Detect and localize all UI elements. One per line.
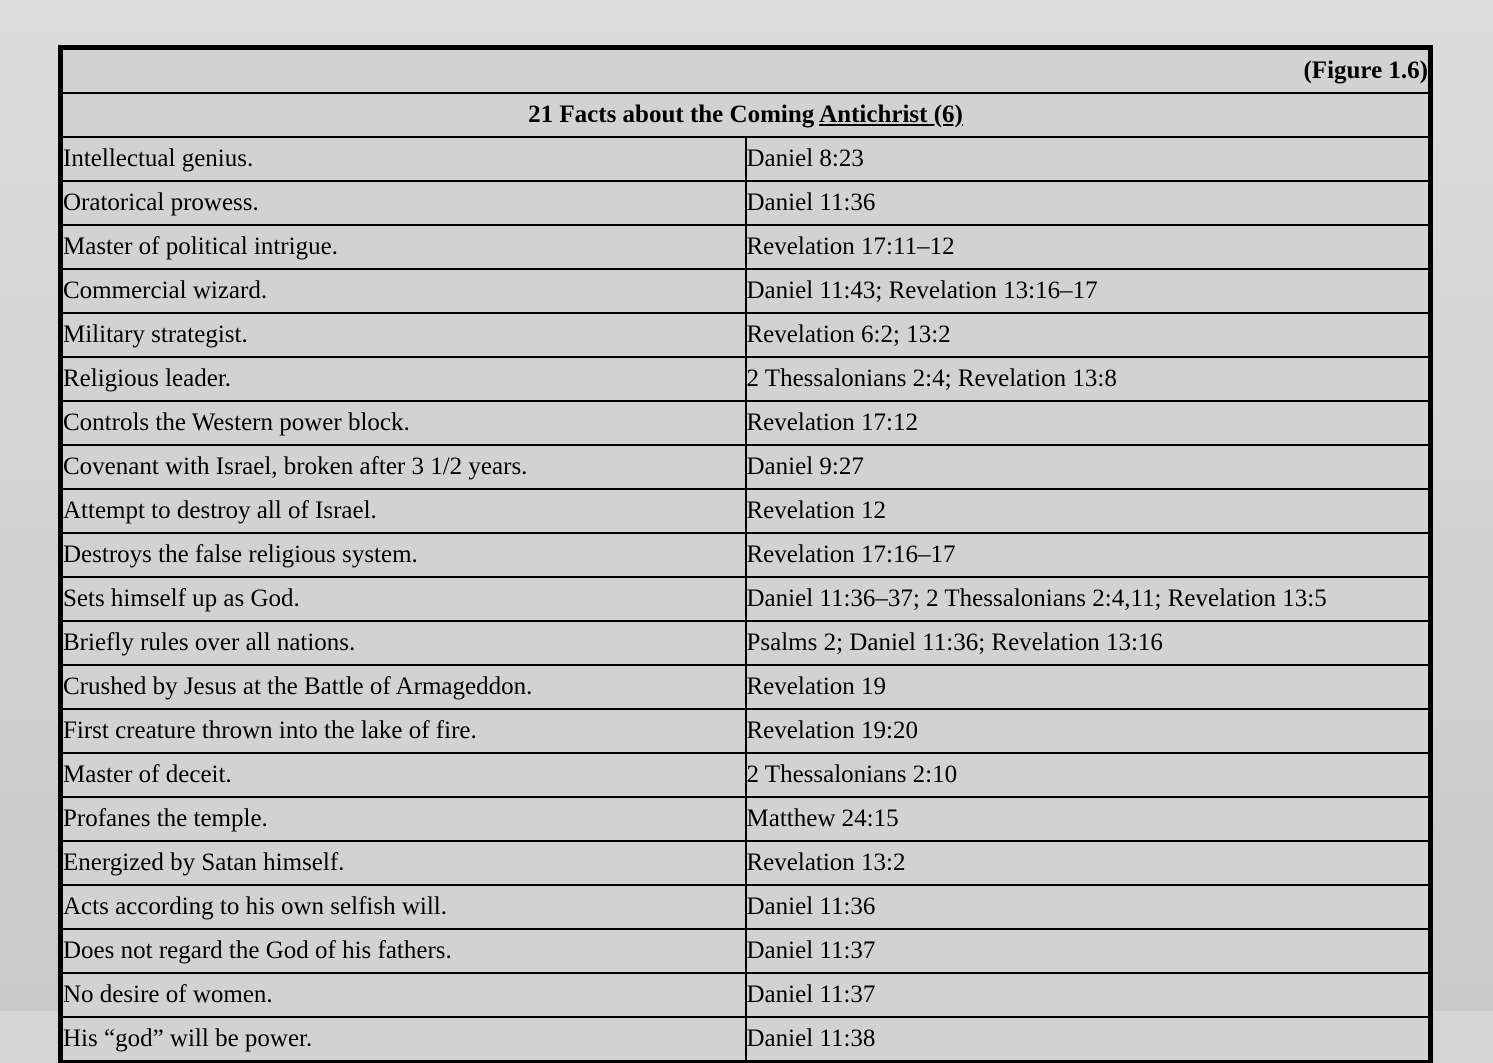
figure-label: (Figure 1.6) [62,49,1429,93]
table-row [62,973,1429,1017]
scripture-reference-cell: 2 Thessalonians 2:4; Revelation 13:8 [746,357,1430,401]
table-row [62,885,1429,929]
fact-cell: Acts according to his own selfish will. [62,885,746,929]
scripture-reference-cell: Daniel 11:36 [746,885,1430,929]
figure-title-prefix: 21 Facts about the Coming [528,100,820,128]
scripture-reference-cell: Revelation 17:16–17 [746,533,1430,577]
fact-cell: Crushed by Jesus at the Battle of Armageddon. [62,665,746,709]
table-row [62,709,1429,753]
scripture-reference-cell: Revelation 19 [746,665,1430,709]
table-row [62,445,1429,489]
scripture-reference-cell: 2 Thessalonians 2:10 [746,753,1430,797]
figure-label-row [62,49,1429,93]
table-row [62,225,1429,269]
fact-cell: Covenant with Israel, broken after 3 1/2 years. [62,445,746,489]
scripture-reference-cell: Revelation 19:20 [746,709,1430,753]
figure-title-row [62,93,1429,137]
scripture-reference-cell: Psalms 2; Daniel 11:36; Revelation 13:16 [746,621,1430,665]
scripture-reference-cell: Daniel 11:43; Revelation 13:16–17 [746,269,1430,313]
scripture-reference-cell: Daniel 9:27 [746,445,1430,489]
scripture-reference-cell: Revelation 13:2 [746,841,1430,885]
table-row [62,533,1429,577]
fact-cell: Destroys the false religious system. [62,533,746,577]
fact-cell: Master of deceit. [62,753,746,797]
table-row [62,665,1429,709]
table-row [62,401,1429,445]
table-row [62,753,1429,797]
table-row [62,137,1429,181]
fact-cell: First creature thrown into the lake of fire. [62,709,746,753]
fact-cell: Military strategist. [62,313,746,357]
facts-table [61,48,1430,1060]
fact-cell: Sets himself up as God. [62,577,746,621]
scripture-reference-cell: Revelation 17:11–12 [746,225,1430,269]
scripture-reference-cell: Matthew 24:15 [746,797,1430,841]
fact-cell: Briefly rules over all nations. [62,621,746,665]
scripture-reference-cell: Daniel 8:23 [746,137,1430,181]
fact-cell: Attempt to destroy all of Israel. [62,489,746,533]
fact-cell: No desire of women. [62,973,746,1017]
table-row [62,489,1429,533]
table-row [62,621,1429,665]
fact-cell: Master of political intrigue. [62,225,746,269]
facts-table-body [62,49,1429,1060]
fact-cell: His “god” will be power. [62,1017,746,1060]
scripture-reference-cell: Revelation 12 [746,489,1430,533]
table-row [62,841,1429,885]
fact-cell: Energized by Satan himself. [62,841,746,885]
figure-title-underlined: Antichrist (6) [819,100,963,128]
fact-cell: Controls the Western power block. [62,401,746,445]
scripture-reference-cell: Daniel 11:37 [746,929,1430,973]
table-row [62,181,1429,225]
table-row [62,269,1429,313]
table-row [62,1017,1429,1060]
fact-cell: Religious leader. [62,357,746,401]
fact-cell: Does not regard the God of his fathers. [62,929,746,973]
scripture-reference-cell: Daniel 11:36–37; 2 Thessalonians 2:4,11; Revelation 13:5 [746,577,1430,621]
table-row [62,797,1429,841]
scripture-reference-cell: Revelation 6:2; 13:2 [746,313,1430,357]
scripture-reference-cell: Daniel 11:37 [746,973,1430,1017]
scripture-reference-cell: Revelation 17:12 [746,401,1430,445]
fact-cell: Profanes the temple. [62,797,746,841]
fact-cell: Commercial wizard. [62,269,746,313]
table-row [62,577,1429,621]
scripture-reference-cell: Daniel 11:38 [746,1017,1430,1060]
fact-cell: Intellectual genius. [62,137,746,181]
table-row [62,313,1429,357]
table-row [62,929,1429,973]
fact-cell: Oratorical prowess. [62,181,746,225]
figure-title [62,93,1429,137]
figure-table-container [58,45,1433,1063]
scripture-reference-cell: Daniel 11:36 [746,181,1430,225]
table-row [62,357,1429,401]
